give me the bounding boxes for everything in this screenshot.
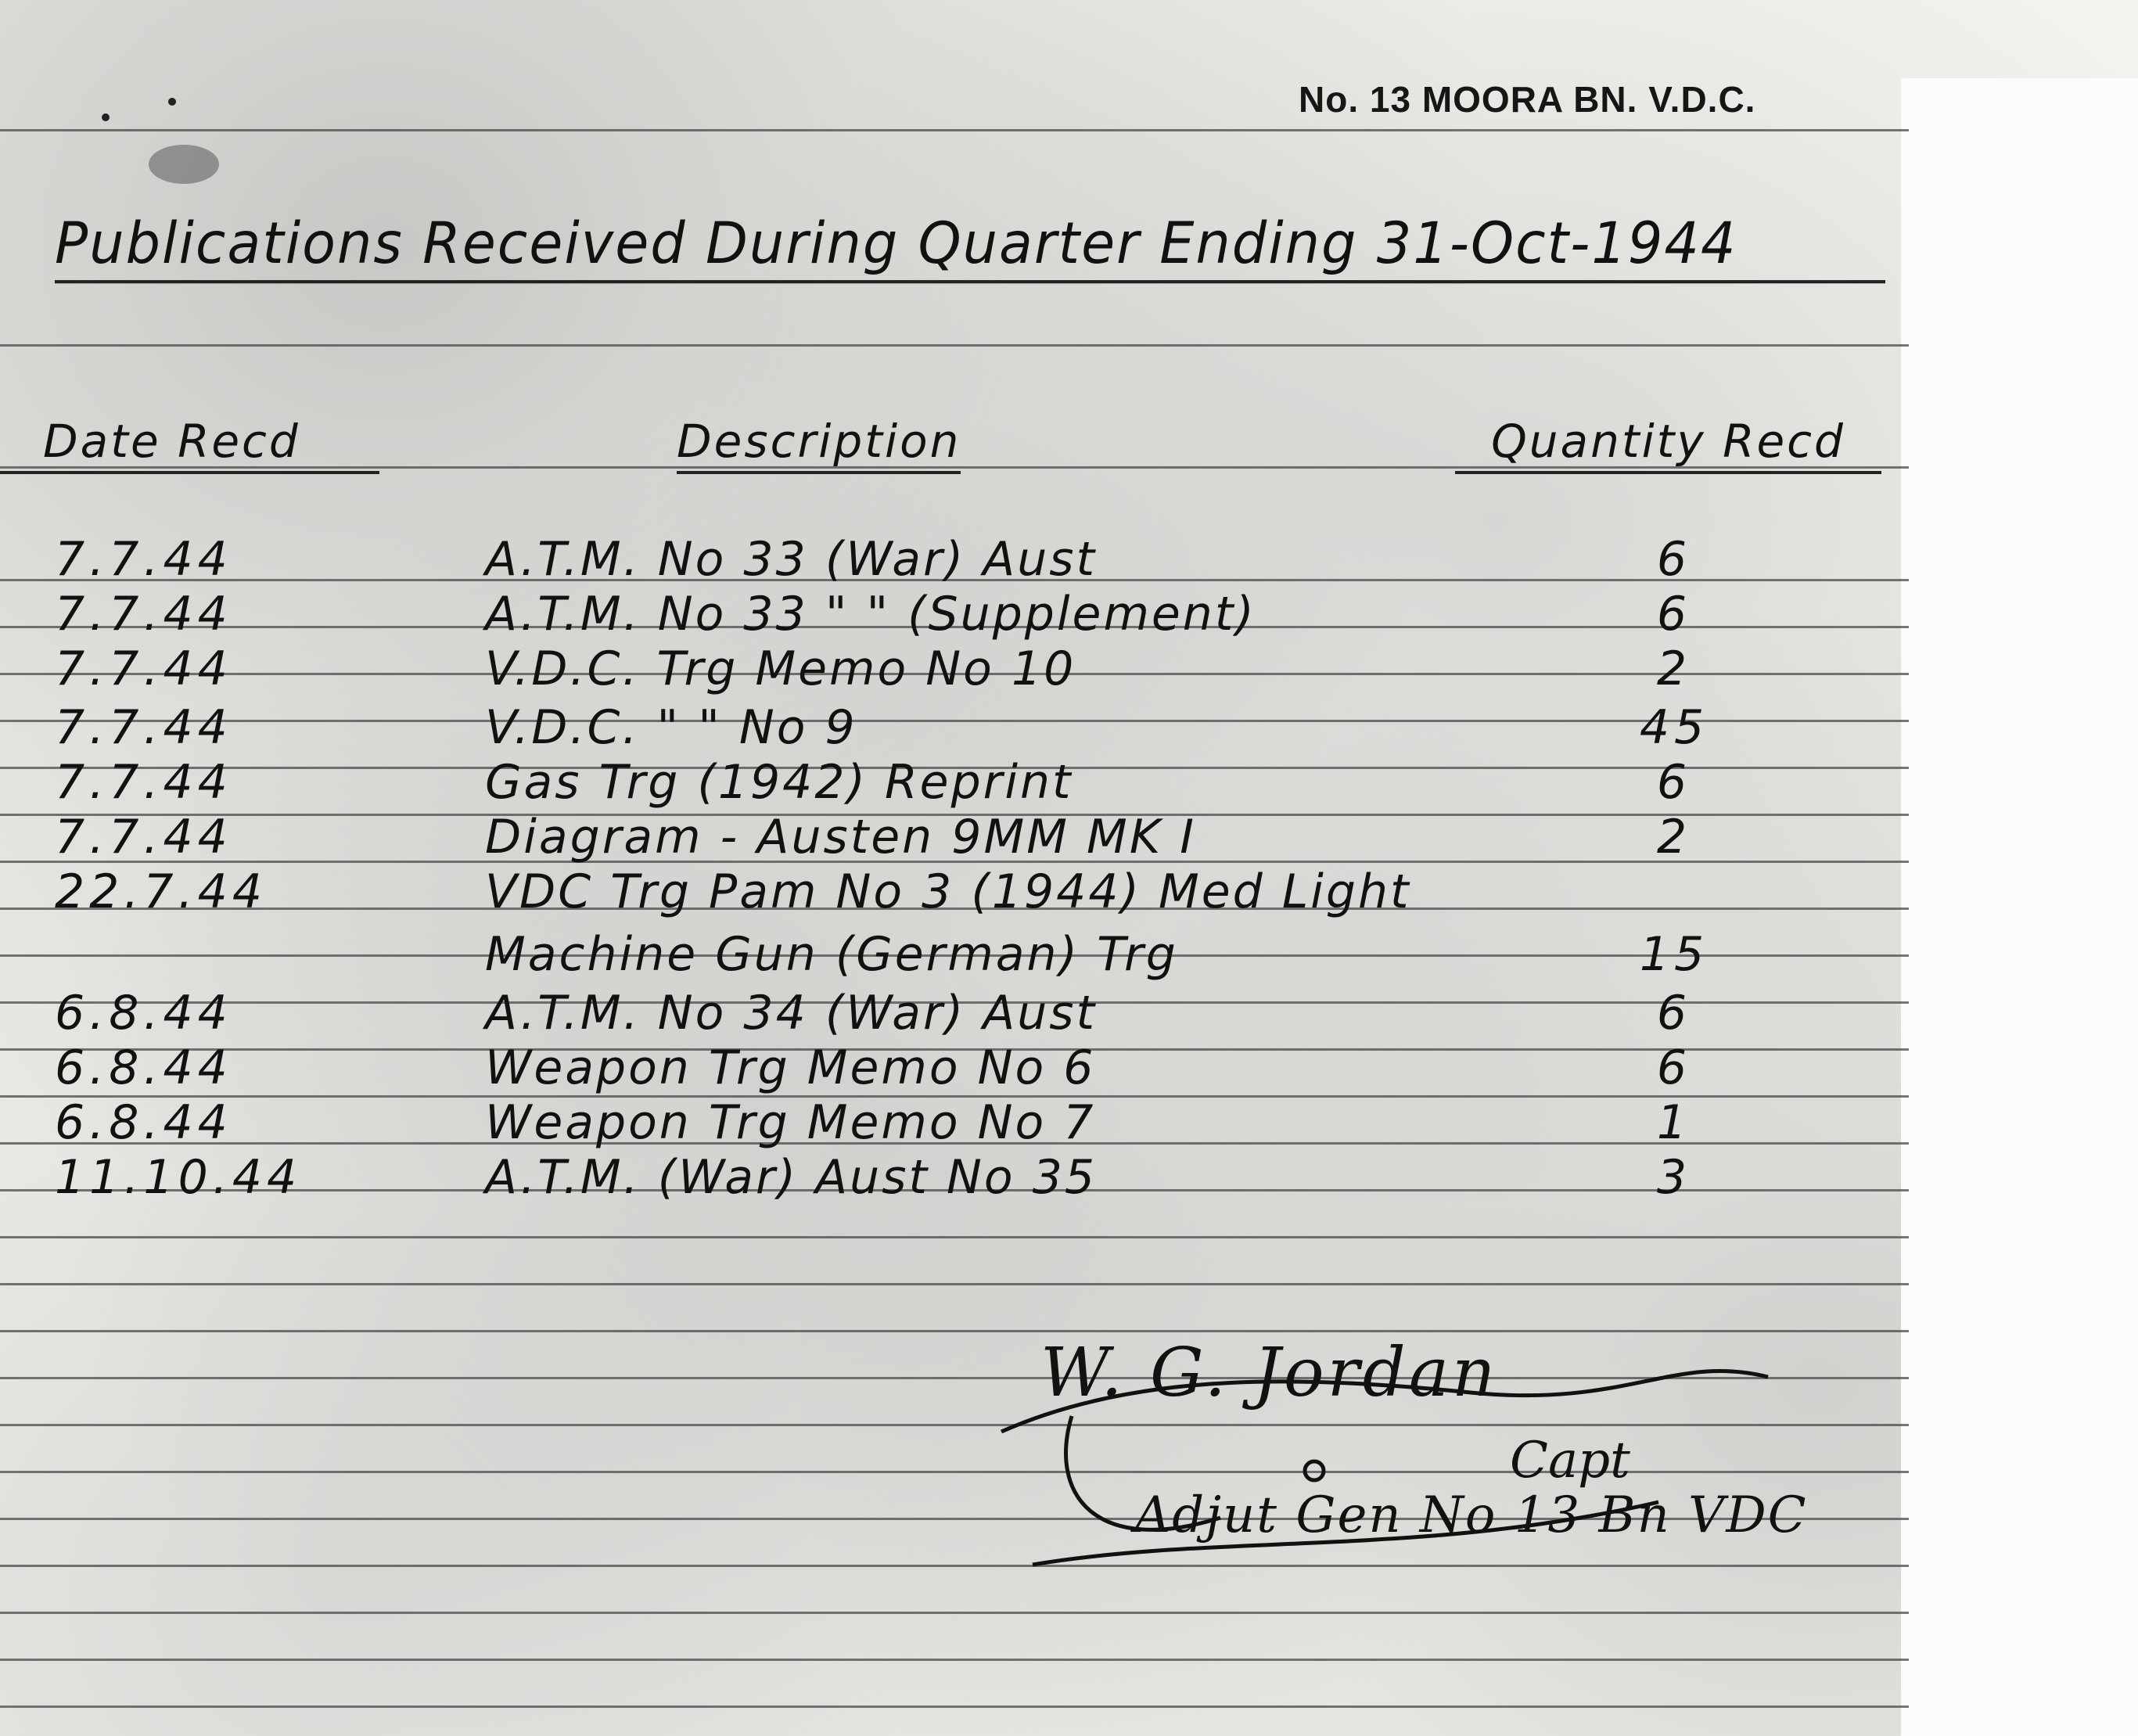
publication-row (0, 755, 1909, 810)
row-quantity: 3 (1656, 1150, 1692, 1205)
row-quantity: 6 (1656, 755, 1692, 810)
publication-row (0, 587, 1909, 642)
row-quantity: 6 (1656, 532, 1692, 587)
row-description: V.D.C. Trg Memo No 10 (485, 642, 1076, 696)
row-quantity: 6 (1656, 587, 1692, 642)
row-description: A.T.M. No 34 (War) Aust (485, 986, 1098, 1041)
row-quantity: 2 (1656, 810, 1692, 864)
row-quantity: 2 (1656, 642, 1692, 696)
row-description: Machine Gun (German) Trg (485, 927, 1178, 982)
publication-row (0, 986, 1909, 1041)
row-description: Weapon Trg Memo No 7 (485, 1095, 1096, 1150)
publication-row (0, 700, 1909, 755)
page-title: Publications Received During Quarter Ending 31-Oct-1944 (55, 210, 1885, 284)
row-date: 11.10.44 (55, 1150, 302, 1205)
unit-stamp: No. 13 MOORA BN. V.D.C. (1299, 79, 1756, 120)
publication-row (0, 864, 1909, 919)
ruled-line (0, 1283, 1909, 1285)
ink-speck (168, 98, 176, 106)
publication-row (0, 927, 1909, 982)
ruled-line (0, 1659, 1909, 1661)
publication-row (0, 642, 1909, 696)
publication-row (0, 1150, 1909, 1205)
row-date: 22.7.44 (55, 864, 268, 919)
signature-title: Adjut Gen No 13 Bn VDC (1134, 1486, 1808, 1544)
row-quantity: 1 (1656, 1095, 1692, 1150)
row-date: 7.7.44 (55, 587, 232, 642)
row-date: 7.7.44 (55, 700, 232, 755)
row-quantity: 45 (1639, 700, 1709, 755)
column-header-description: Description (677, 415, 961, 474)
paper-edge (1901, 78, 2138, 1736)
column-header-date: Date Recd (0, 415, 379, 474)
row-date: 6.8.44 (55, 1095, 232, 1150)
row-date: 6.8.44 (55, 1041, 232, 1095)
ink-speck (102, 113, 110, 121)
publication-row (0, 532, 1909, 587)
column-header-quantity: Quantity Recd (1455, 415, 1881, 474)
row-date: 7.7.44 (55, 810, 232, 864)
ruled-line (0, 1236, 1909, 1238)
ruled-line (0, 344, 1909, 347)
row-description: VDC Trg Pam No 3 (1944) Med Light (485, 864, 1411, 919)
signature-name: W. G. Jordan (1040, 1334, 1499, 1412)
publication-row (0, 1041, 1909, 1095)
ruled-line (0, 129, 1909, 131)
row-date: 6.8.44 (55, 986, 232, 1041)
row-quantity: 15 (1639, 927, 1709, 982)
punch-hole-mark (149, 145, 219, 184)
row-description: Weapon Trg Memo No 6 (485, 1041, 1096, 1095)
publication-row (0, 1095, 1909, 1150)
row-description: A.T.M. (War) Aust No 35 (485, 1150, 1098, 1205)
ruled-line (0, 1612, 1909, 1614)
row-date: 7.7.44 (55, 642, 232, 696)
row-description: Diagram - Austen 9MM MK I (485, 810, 1196, 864)
row-quantity: 6 (1656, 986, 1692, 1041)
row-date: 7.7.44 (55, 532, 232, 587)
row-description: A.T.M. No 33 " " (Supplement) (485, 587, 1256, 642)
ruled-line (0, 1705, 1909, 1708)
row-description: V.D.C. " " No 9 (485, 700, 857, 755)
row-description: A.T.M. No 33 (War) Aust (485, 532, 1098, 587)
publication-row (0, 810, 1909, 864)
row-quantity: 6 (1656, 1041, 1692, 1095)
signature-rank: Capt (1510, 1432, 1630, 1490)
row-date: 7.7.44 (55, 755, 232, 810)
row-description: Gas Trg (1942) Reprint (485, 755, 1073, 810)
